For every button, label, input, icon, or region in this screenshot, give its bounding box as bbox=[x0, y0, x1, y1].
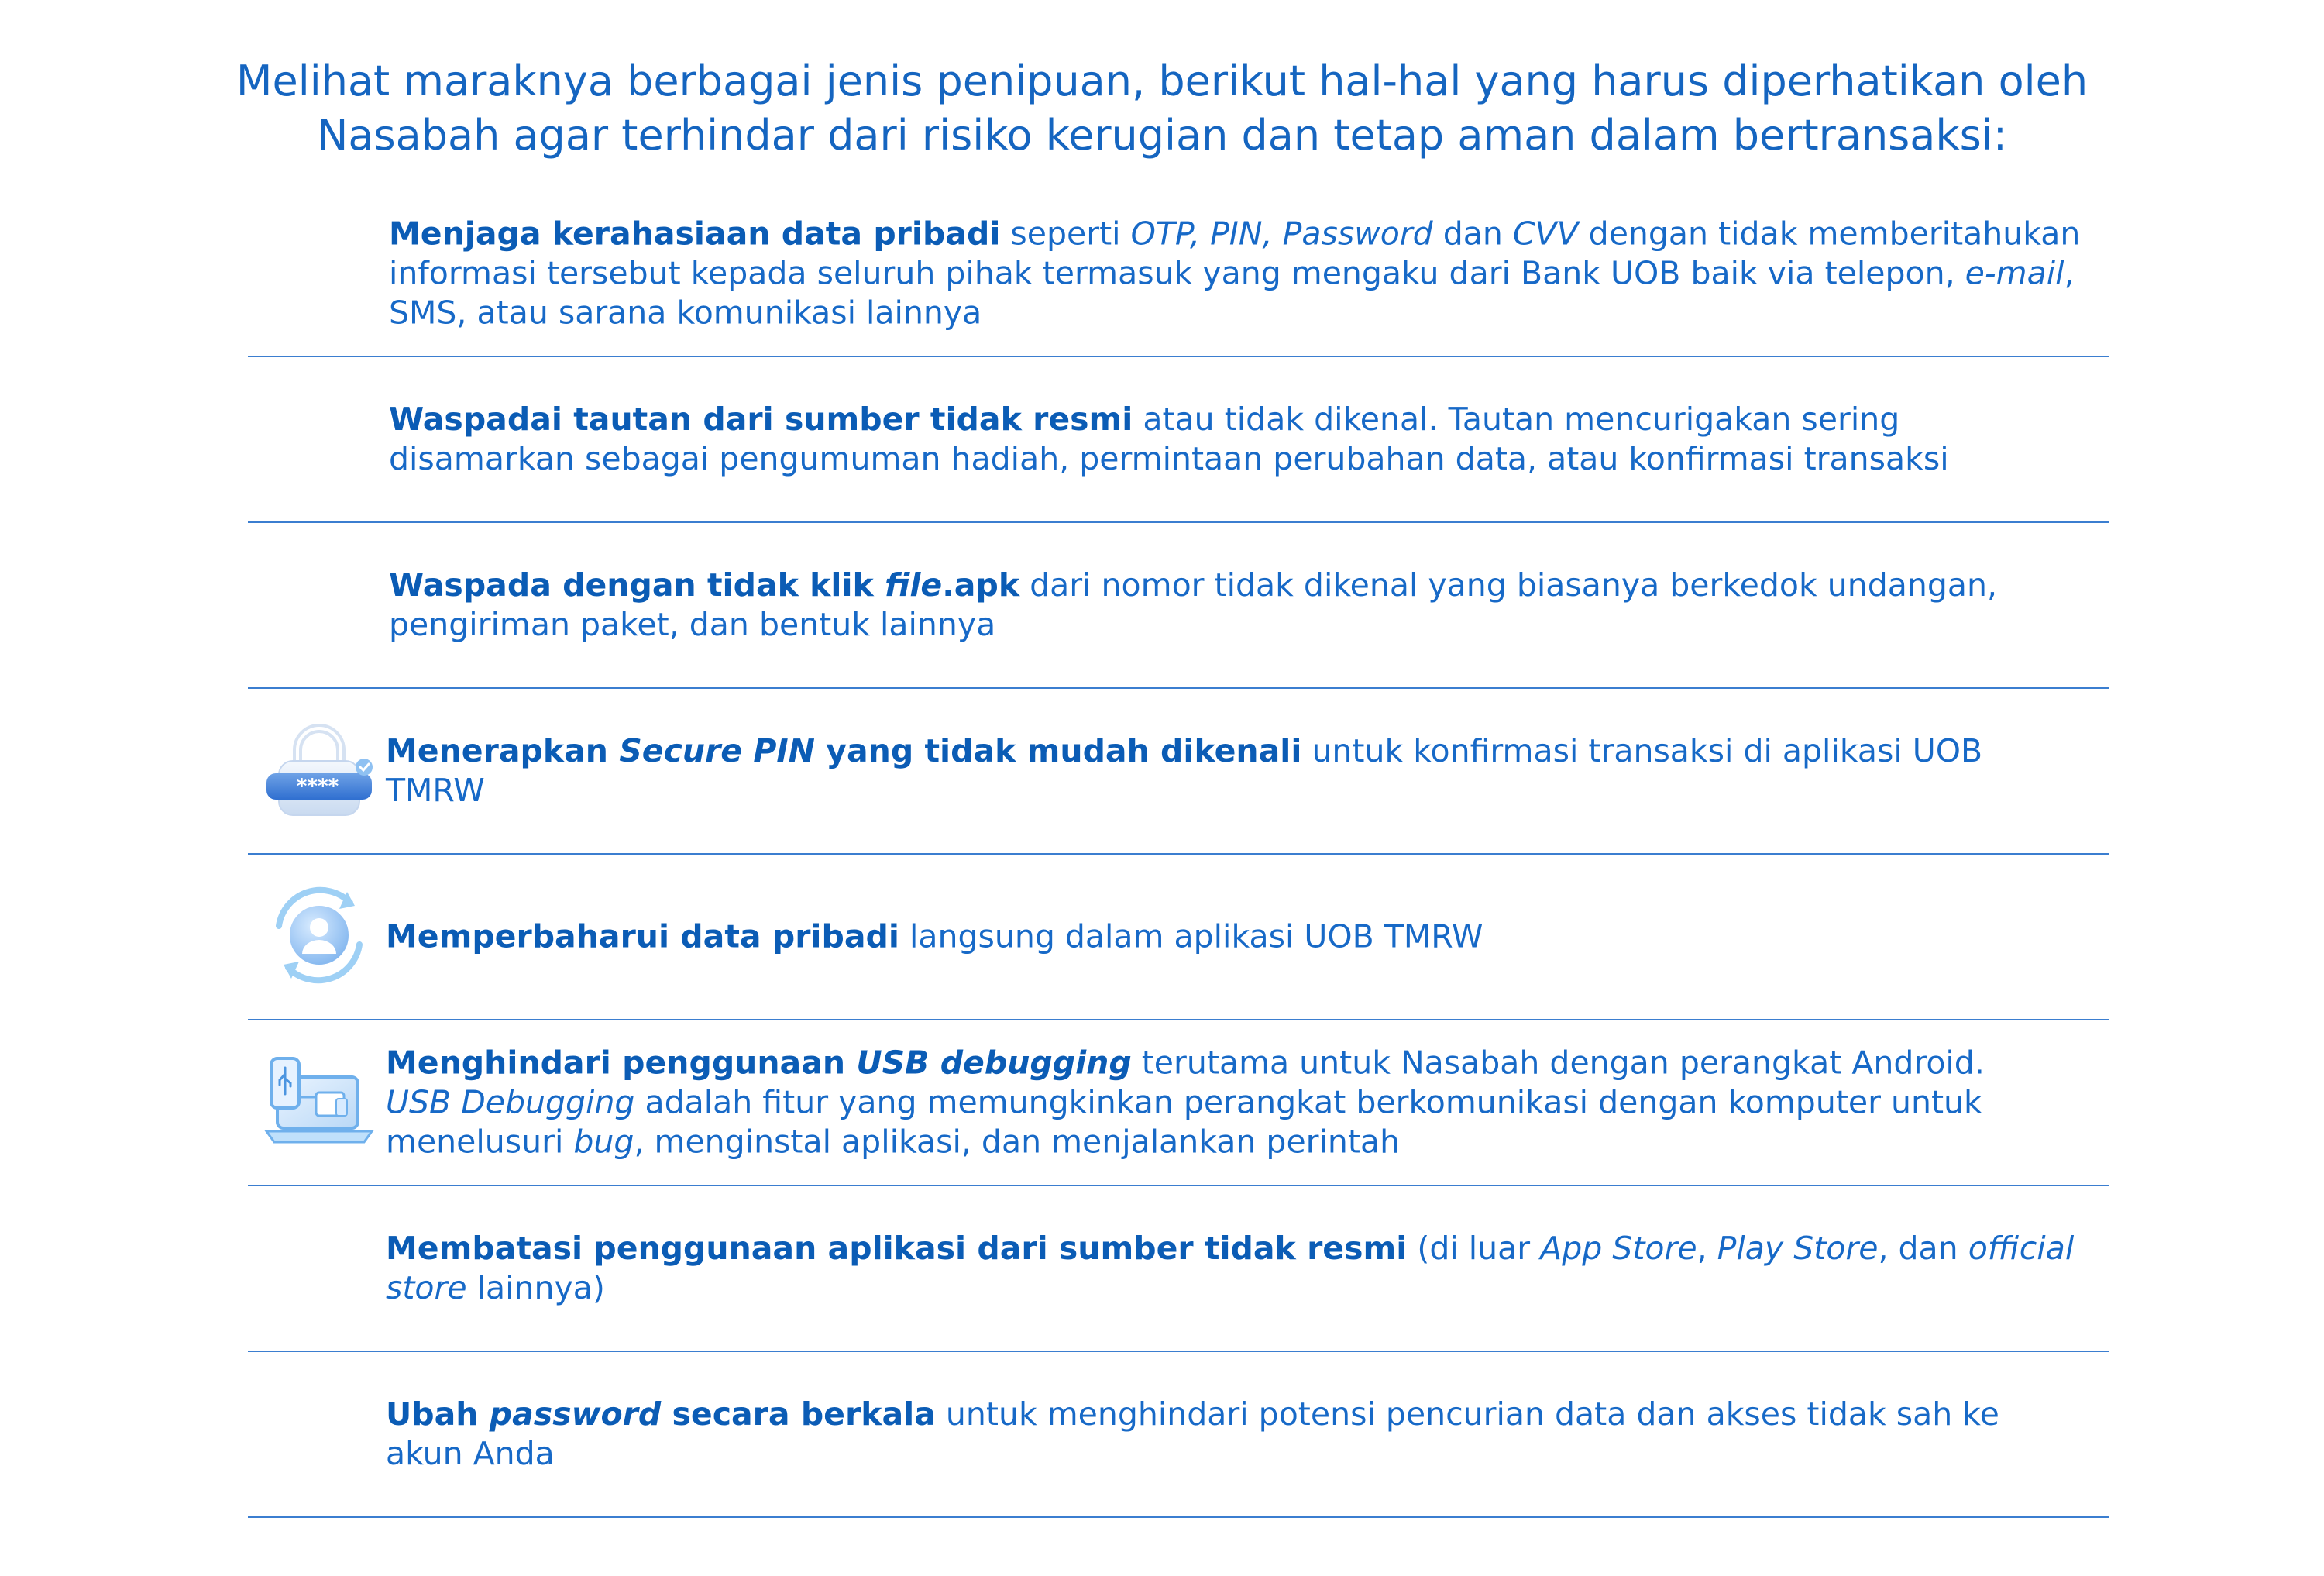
tip-bold: Menerapkan Secure PIN yang tidak mudah dikenali bbox=[386, 732, 1302, 769]
tip-item-2 bbox=[248, 357, 2109, 523]
tip-bold: Ubah password secara berkala bbox=[386, 1395, 936, 1433]
tip-item-6 bbox=[248, 1020, 2109, 1186]
tip-item-4 bbox=[248, 689, 2109, 855]
svg-text:****: **** bbox=[296, 775, 339, 798]
page-heading bbox=[0, 54, 2324, 163]
tip-item-8 bbox=[248, 1352, 2109, 1518]
tip-text: Ubah password secara berkala untuk menghindari potensi pencurian data dan akses tidak sah ke akun Anda bbox=[386, 1395, 1999, 1472]
tip-item-3 bbox=[248, 523, 2109, 689]
tip-text: Membatasi penggunaan aplikasi dari sumber tidak resmi (di luar App Store, Play Store, dan official store lainnya) bbox=[386, 1230, 2075, 1306]
tip-text: Waspadai tautan dari sumber tidak resmi atau tidak dikenal. Tautan mencurigakan sering disamarkan sebagai pengumuman hadiah, permintaan perubahan data, atau konfirmasi transaksi bbox=[389, 401, 1949, 477]
tip-text: Waspada dengan tidak klik file.apk dari nomor tidak dikenal yang biasanya berkedok undangan, pengiriman paket, dan bentuk lainnya bbox=[389, 566, 1998, 643]
tip-text: Menghindari penggunaan USB debugging terutama untuk Nasabah dengan perangkat Android. USB Debugging adalah fitur yang memungkinkan perangkat berkomunikasi dengan komputer untuk menelusuri bug, menginstal aplikasi, dan menjalankan perintah bbox=[386, 1044, 1985, 1161]
tip-item-5 bbox=[248, 855, 2109, 1020]
tip-bold: Memperbaharui data pribadi bbox=[386, 917, 899, 955]
tip-text: Memperbaharui data pribadi langsung dalam aplikasi UOB TMRW bbox=[386, 917, 1483, 955]
tip-bold: Menghindari penggunaan USB debugging bbox=[386, 1044, 1132, 1082]
usb-laptop-icon bbox=[262, 1051, 376, 1154]
tip-item-1 bbox=[248, 191, 2109, 357]
tip-text: Menjaga kerahasiaan data pribadi seperti OTP, PIN, Password dan CVV dengan tidak memberitahukan informasi tersebut kepada seluruh pihak termasuk yang mengaku dari Bank UOB baik via telepon, e-mail, SMS, atau sarana komunikasi lainnya bbox=[389, 215, 2081, 332]
tip-bold: Waspadai tautan dari sumber tidak resmi bbox=[389, 401, 1133, 438]
tip-item-7 bbox=[248, 1186, 2109, 1352]
heading-line-2: Nasabah agar terhindar dari risiko kerugian dan tetap aman dalam bertransaksi: bbox=[317, 111, 2007, 160]
padlock-pin-icon bbox=[262, 719, 376, 823]
tip-bold: Membatasi penggunaan aplikasi dari sumber tidak resmi bbox=[386, 1230, 1408, 1267]
tip-bold: Menjaga kerahasiaan data pribadi bbox=[389, 215, 1001, 253]
tip-bold: Waspada dengan tidak klik file.apk bbox=[389, 566, 1020, 604]
user-sync-icon bbox=[262, 883, 376, 991]
heading-line-1: Melihat maraknya berbagai jenis penipuan, berikut hal-hal yang harus diperhatikan oleh bbox=[235, 57, 2089, 105]
tip-text: Menerapkan Secure PIN yang tidak mudah dikenali untuk konfirmasi transaksi di aplikasi UOB TMRW bbox=[386, 732, 1983, 809]
